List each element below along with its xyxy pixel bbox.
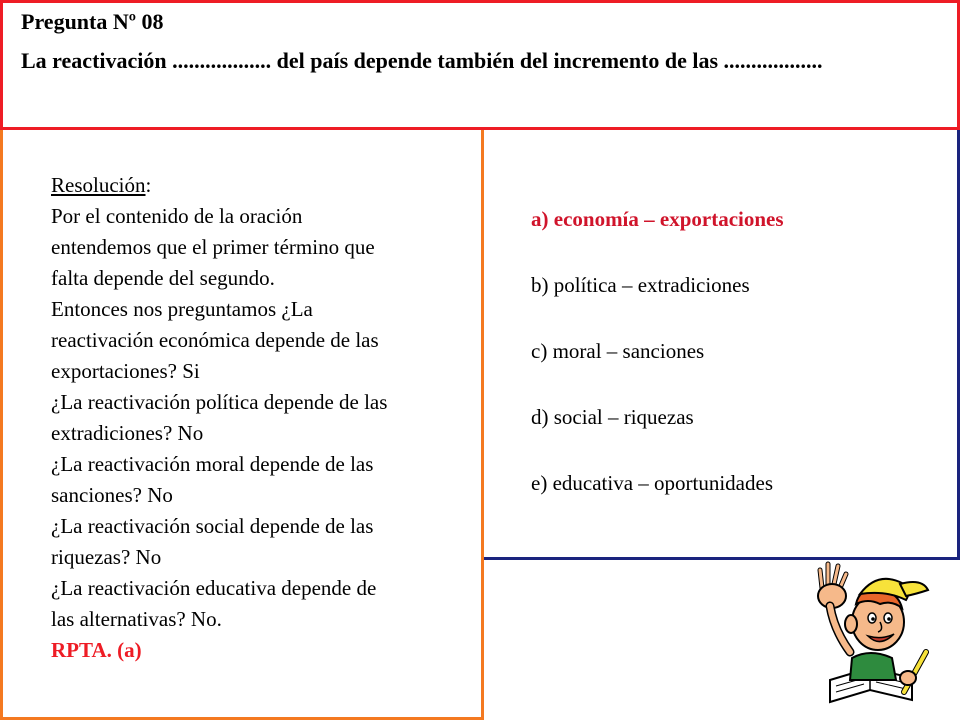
resolution-line: ¿La reactivación social depende de las: [51, 514, 374, 538]
resolution-title-colon: :: [145, 173, 152, 197]
resolution-line: Entonces nos preguntamos ¿La: [51, 297, 313, 321]
resolution-line: ¿La reactivación política depende de las: [51, 390, 388, 414]
resolution-content: [51, 170, 491, 666]
option-b: b) política – extradiciones: [531, 273, 750, 297]
resolution-heading: [51, 170, 491, 201]
resolution-line: extradiciones? No: [51, 421, 204, 445]
question-number: Pregunta Nº 08: [21, 9, 164, 34]
resolution-title: Resolución: [51, 173, 146, 197]
resolution-line: reactivación económica depende de las: [51, 328, 379, 352]
answer-label: RPTA. (a): [51, 638, 142, 662]
resolution-panel: [0, 127, 484, 720]
resolution-line: Por el contenido de la oración: [51, 204, 303, 228]
resolution-line: falta depende del segundo.: [51, 266, 275, 290]
option-d: d) social – riquezas: [531, 405, 694, 429]
option-e: e) educativa – oportunidades: [531, 471, 773, 495]
waving-student-cartoon-icon: [800, 560, 940, 710]
resolution-line: ¿La reactivación moral depende de las: [51, 452, 374, 476]
option-a: a) economía – exportaciones: [531, 207, 784, 231]
resolution-line: sanciones? No: [51, 483, 173, 507]
question-text: La reactivación .................. del país depende también del incremento de las ..................: [21, 48, 823, 73]
resolution-line: las alternativas? No.: [51, 607, 222, 631]
question-header: [0, 0, 960, 130]
options-list: [531, 203, 784, 533]
resolution-line: entendemos que el primer término que: [51, 235, 375, 259]
resolution-line: ¿La reactivación educativa depende de: [51, 576, 377, 600]
option-c: c) moral – sanciones: [531, 339, 705, 363]
options-panel: [481, 127, 960, 560]
resolution-line: riquezas? No: [51, 545, 162, 569]
resolution-line: exportaciones? Si: [51, 359, 200, 383]
